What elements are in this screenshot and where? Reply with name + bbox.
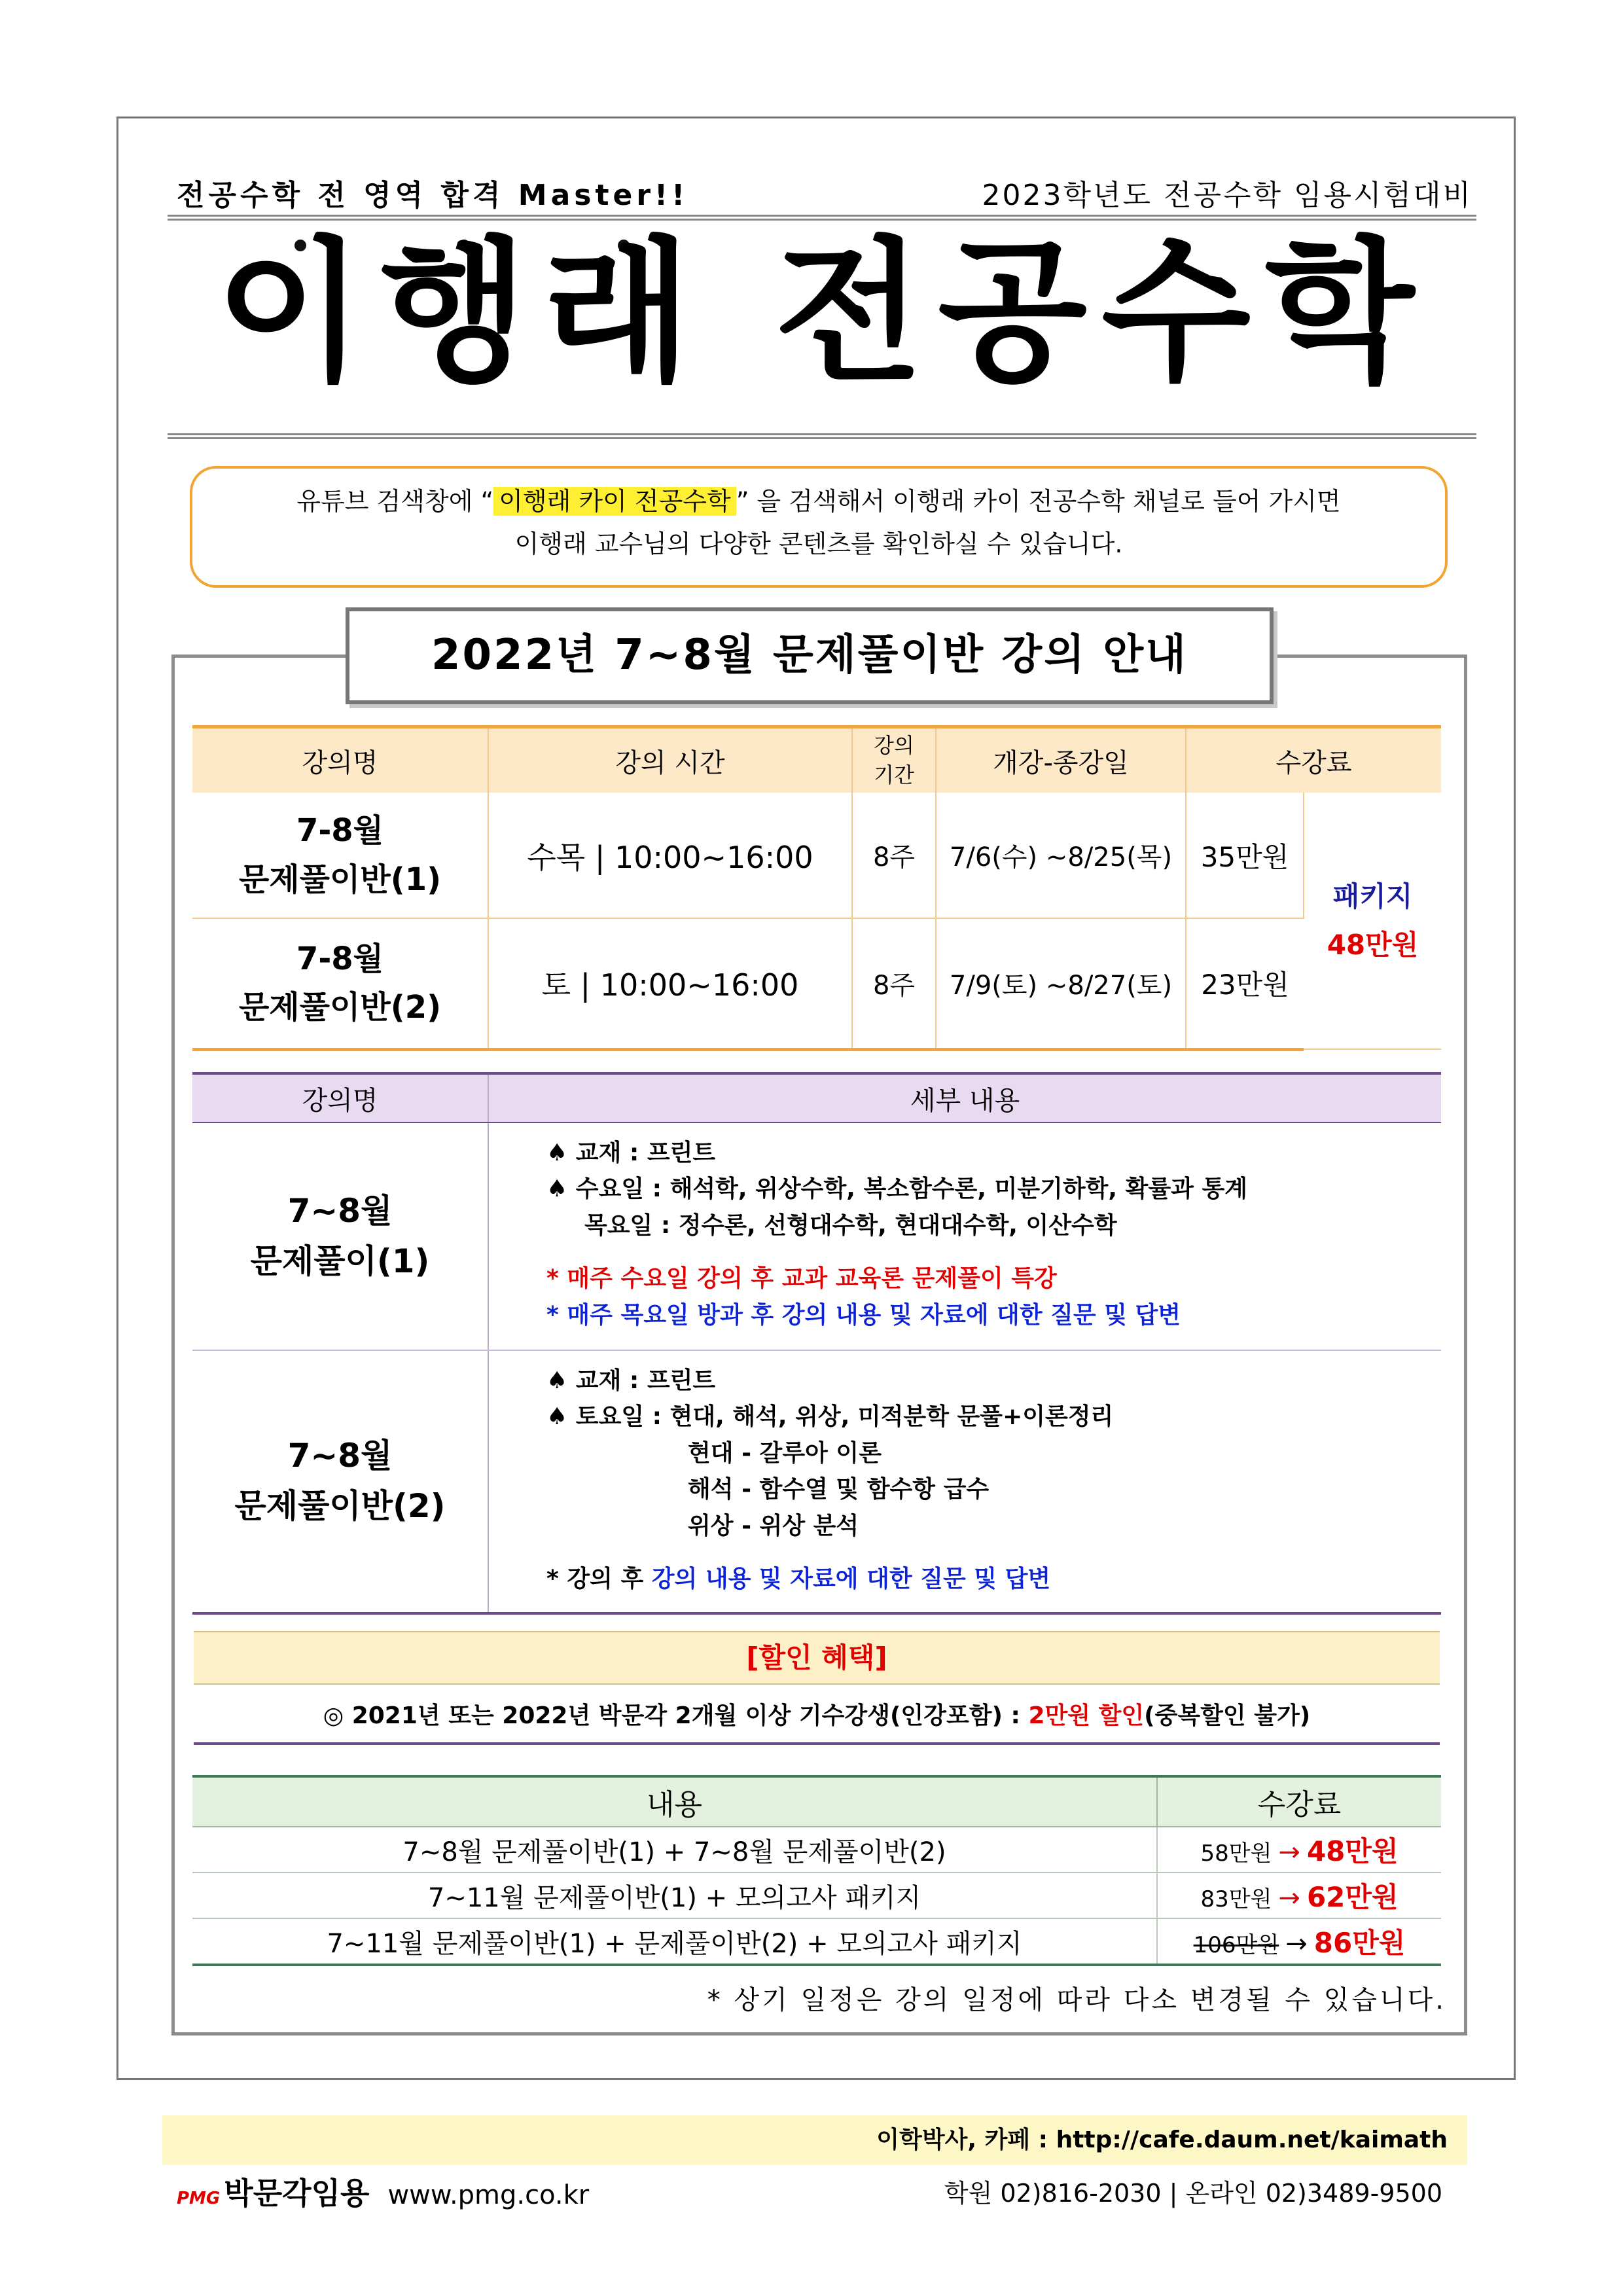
contact-phones: 학원 02)816-2030 | 온라인 02)3489-9500: [944, 2179, 1442, 2208]
course-details: [488, 1122, 1441, 1350]
package-content: 7~8월 문제풀이반(1) + 7~8월 문제풀이반(2): [192, 1827, 1157, 1873]
package-content: 7~11월 문제풀이반(1) + 문제풀이반(2) + 모의고사 패키지: [192, 1918, 1157, 1965]
course-month: 7-8월: [296, 940, 384, 977]
col-course-name: 강의명: [192, 1073, 488, 1122]
course-period: 8주: [852, 918, 936, 1049]
col-fee: 수강료: [1157, 1776, 1441, 1827]
course-name: [192, 918, 488, 1049]
table-row: [192, 918, 1441, 1049]
brand-logo: [177, 2170, 589, 2221]
package-price: [1157, 1873, 1441, 1918]
discount-detail: [194, 1690, 1440, 1745]
package-content: 7~11월 문제풀이반(1) + 모의고사 패키지: [192, 1873, 1157, 1918]
col-time: 강의 시간: [488, 727, 852, 793]
notice-highlight: 이행래 카이 전공수학: [493, 487, 736, 516]
col-dates: 개강-종강일: [936, 727, 1186, 793]
package-price: [1157, 1918, 1441, 1965]
col-details: 세부 내용: [488, 1073, 1441, 1122]
new-price: 86만원: [1313, 1927, 1406, 1959]
new-price: 62만원: [1306, 1881, 1399, 1913]
detail-note: * 매주 목요일 방과 후 강의 내용 및 자료에 대한 질문 및 답변: [546, 1301, 1181, 1329]
detail-note: * 매주 수요일 강의 후 교과 교육론 문제풀이 특강: [546, 1265, 1057, 1293]
detail-line: 목요일 : 정수론, 선형대수학, 현대대수학, 이산수학: [584, 1211, 1117, 1239]
table-row: [192, 1122, 1441, 1350]
package-cell: [1304, 793, 1441, 1049]
discount-title-text: [할인 혜택]: [746, 1641, 887, 1674]
col-content: 내용: [192, 1776, 1157, 1827]
course-month: 7-8월: [296, 812, 384, 850]
course-name: [192, 1350, 488, 1613]
website-link[interactable]: www.pmg.co.kr: [387, 2180, 590, 2210]
detail-note-text: * 강의 후: [546, 1566, 652, 1593]
detail-line: ♠ 수요일 : 해석학, 위상수학, 복소함수론, 미분기하학, 확률과 통계: [546, 1175, 1248, 1203]
page-title: 이행래 전공수학: [215, 223, 1429, 403]
title-divider: [168, 433, 1476, 439]
notice-line-2: 이행래 교수님의 다양한 콘텐츠를 확인하실 수 있습니다.: [514, 529, 1123, 558]
course-title: 문제풀이(1): [250, 1242, 430, 1280]
detail-note: [546, 1561, 1441, 1597]
course-title: 문제풀이반(2): [234, 1487, 446, 1526]
course-details: [488, 1350, 1441, 1613]
course-time: 토 | 10:00~16:00: [488, 918, 852, 1049]
arrow-icon: →: [1278, 1837, 1300, 1867]
course-title: 문제풀이반(2): [238, 989, 442, 1026]
header-divider: [168, 215, 1476, 221]
discount-title: [194, 1631, 1440, 1685]
table-row: [192, 1827, 1441, 1873]
notice-text: ” 을 검색해서 이행래 카이 전공수학 채널로 들어 가시면: [736, 487, 1341, 516]
pmg-logo-icon: PMG: [177, 2189, 221, 2208]
old-price: 106만원: [1193, 1932, 1279, 1958]
brand-name: 박문각임용: [224, 2176, 370, 2211]
detail-line: 현대 - 갈루아 이론: [688, 1439, 882, 1467]
detail-line: 위상 - 위상 분석: [688, 1512, 859, 1539]
youtube-notice: [190, 466, 1448, 588]
course-title: 문제풀이반(1): [238, 861, 442, 898]
package-label: 패키지: [1332, 880, 1413, 912]
table-row: [192, 1873, 1441, 1918]
detail-line: ♠ 토요일 : 현대, 해석, 위상, 미적분학 문풀+이론정리: [546, 1403, 1114, 1431]
discount-text: ◎ 2021년 또는 2022년 박문각 2개월 이상 기수강생(인강포함) :: [323, 1702, 1029, 1729]
course-dates: 7/9(토) ~8/27(토): [936, 918, 1186, 1049]
details-table: [192, 1072, 1441, 1615]
header-right-exam: 2023학년도 전공수학 임용시험대비: [982, 179, 1472, 212]
course-fee: 35만원: [1186, 793, 1304, 918]
discount-text: (중복할인 불가): [1144, 1702, 1311, 1729]
col-fee: 수강료: [1186, 727, 1441, 793]
arrow-icon: →: [1285, 1929, 1308, 1959]
header-left-tagline: 전공수학 전 영역 합격 Master!!: [177, 179, 689, 212]
notice-text: 유튜브 검색창에 “: [296, 487, 494, 516]
course-name: [192, 1122, 488, 1350]
old-price: 83만원: [1200, 1886, 1272, 1912]
course-month: 7~8월: [287, 1436, 393, 1475]
table-row: [192, 1918, 1441, 1965]
course-fee: 23만원: [1186, 918, 1304, 1049]
package-price: [1157, 1827, 1441, 1873]
package-table: [192, 1775, 1441, 1966]
table-row: [192, 793, 1441, 918]
detail-line: ♠ 교재 : 프린트: [546, 1139, 716, 1166]
discount-amount: 2만원 할인: [1028, 1702, 1145, 1729]
col-period: 강의 기간: [852, 727, 936, 793]
detail-note-highlight: 강의 내용 및 자료에 대한 질문 및 답변: [651, 1566, 1051, 1593]
table-row: [192, 1350, 1441, 1613]
detail-line: 해석 - 함수열 및 함수항 급수: [688, 1476, 990, 1503]
arrow-icon: →: [1278, 1883, 1300, 1913]
course-period: 8주: [852, 793, 936, 918]
package-price: 48만원: [1327, 928, 1419, 961]
schedule-footnote: * 상기 일정은 강의 일정에 따라 다소 변경될 수 있습니다.: [707, 1985, 1446, 2015]
course-month: 7~8월: [287, 1191, 393, 1230]
schedule-table: [192, 725, 1441, 1051]
detail-line: ♠ 교재 : 프린트: [546, 1367, 716, 1394]
old-price: 58만원: [1200, 1840, 1272, 1867]
new-price: 48만원: [1306, 1835, 1399, 1867]
course-time: 수목 | 10:00~16:00: [488, 793, 852, 918]
cafe-link[interactable]: 이학박사, 카페 : http://cafe.daum.net/kaimath: [162, 2115, 1467, 2165]
course-name: [192, 793, 488, 918]
section-heading: 2022년 7~8월 문제풀이반 강의 안내: [346, 607, 1274, 704]
notice-line-1: [192, 480, 1445, 523]
col-course-name: 강의명: [192, 727, 488, 793]
course-dates: 7/6(수) ~8/25(목): [936, 793, 1186, 918]
